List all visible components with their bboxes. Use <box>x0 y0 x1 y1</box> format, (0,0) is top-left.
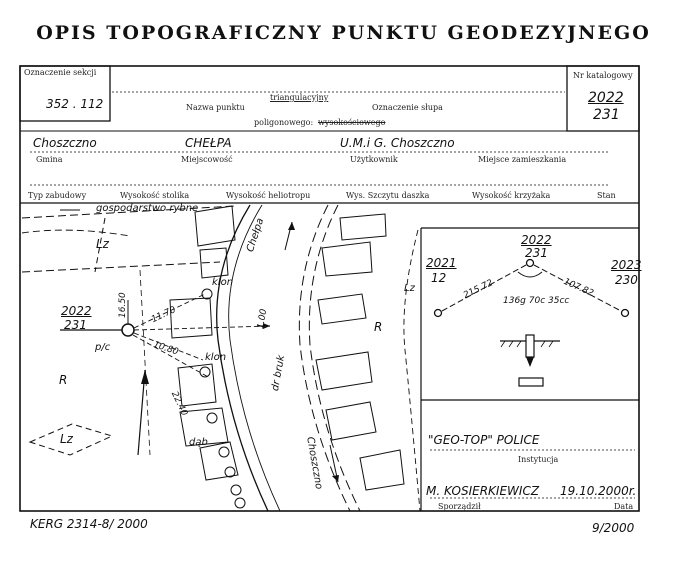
measure-1-00: 1.00 <box>256 308 270 330</box>
miejscowosc-value: CHEŁPA <box>185 136 232 150</box>
measure-16-50: 16.50 <box>118 292 128 318</box>
measure-22-40: 22.40 <box>168 390 189 418</box>
wys-szczytu-daszka-label: Wys. Szczytu daszka <box>346 191 430 200</box>
point-type-struck: wysokościowego <box>318 118 386 127</box>
catalog-number-top: 2022 <box>588 90 624 106</box>
detail-angle: 136g 70c 35cc <box>503 296 570 306</box>
map-label-dab: dąb <box>189 437 208 448</box>
uzytkownik-value: U.M.i G. Choszczno <box>340 136 455 150</box>
kerg-number: KERG 2314-8/ 2000 <box>30 517 148 531</box>
author-value: M. KOSIERKIEWICZ <box>426 484 540 498</box>
map-label-pc: p/c <box>95 342 111 353</box>
document-title: OPIS TOPOGRAFICZNY PUNKTU GEODEZYJNEGO <box>36 22 651 44</box>
wysokosc-krzyzaka-label: Wysokość krzyżaka <box>472 191 551 200</box>
point-type-prefix: poligonowego: <box>254 118 314 127</box>
detail-center-bottom: 231 <box>525 246 548 260</box>
stan-label: Stan <box>597 191 616 200</box>
uzytkownik-label: Użytkownik <box>350 155 398 164</box>
measure-11-70: 11.70 <box>150 305 178 326</box>
map-label-chelpa: Chełpa <box>245 216 267 254</box>
detail-left-bottom: 12 <box>431 271 447 285</box>
map-label-lz-bottom: Lz <box>60 432 73 446</box>
detail-dist-right: 107.82 <box>561 277 595 299</box>
gmina-value: Choszczno <box>33 136 97 150</box>
section-label: Oznaczenie sekcji <box>24 68 97 77</box>
map-point-number-bottom: 231 <box>64 318 87 332</box>
catalog-number-bottom: 231 <box>593 107 620 123</box>
gmina-label: Gmina <box>36 155 63 164</box>
map-label-dr-bruk: dr bruk <box>270 354 288 392</box>
detail-dist-left: 215.72 <box>462 278 495 301</box>
institution-label: Instytucja <box>518 455 559 464</box>
map-label-lz-right: Lz <box>404 283 415 294</box>
post-label: Oznaczenie słupa <box>372 103 443 112</box>
detail-right-bottom: 230 <box>615 273 638 287</box>
catalog-label: Nr katalogowy <box>573 71 633 80</box>
miejscowosc-label: Miejscowość <box>181 155 233 164</box>
section-value: 352 . 112 <box>46 97 104 111</box>
map-label-r-right: R <box>374 320 383 334</box>
point-type-main: triangulacyjny <box>270 93 329 102</box>
map-label-choszczno: Choszczno <box>304 436 325 491</box>
date-label: Data <box>614 502 634 511</box>
detail-center-top: 2022 <box>521 233 552 247</box>
point-name-label: Nazwa punktu <box>186 103 245 112</box>
map-label-gospodarstwo: gospodarstwo rybne <box>96 203 199 214</box>
author-label: Sporządził <box>438 502 481 511</box>
measure-10-80: 10.80 <box>151 340 180 358</box>
map-label-lz-top: Lz <box>96 237 109 251</box>
typ-zabudowy-label: Typ zabudowy <box>28 191 87 200</box>
map-label-r-left: R <box>59 373 68 387</box>
map-label-klon-2: klon <box>205 352 227 363</box>
wysokosc-heliotropu-label: Wysokość heliotropu <box>226 191 311 200</box>
wysokosc-stolika-label: Wysokość stolika <box>120 191 190 200</box>
institution-value: "GEO-TOP" POLICE <box>428 433 540 447</box>
detail-left-top: 2021 <box>426 256 457 270</box>
date-value: 19.10.2000r. <box>560 484 637 498</box>
map-label-klon-1: klon <box>212 277 234 288</box>
page-number: 9/2000 <box>592 521 635 535</box>
detail-right-top: 2023 <box>611 258 642 272</box>
map-point-number-top: 2022 <box>61 304 92 318</box>
miejsce-label: Miejsce zamieszkania <box>478 155 567 164</box>
